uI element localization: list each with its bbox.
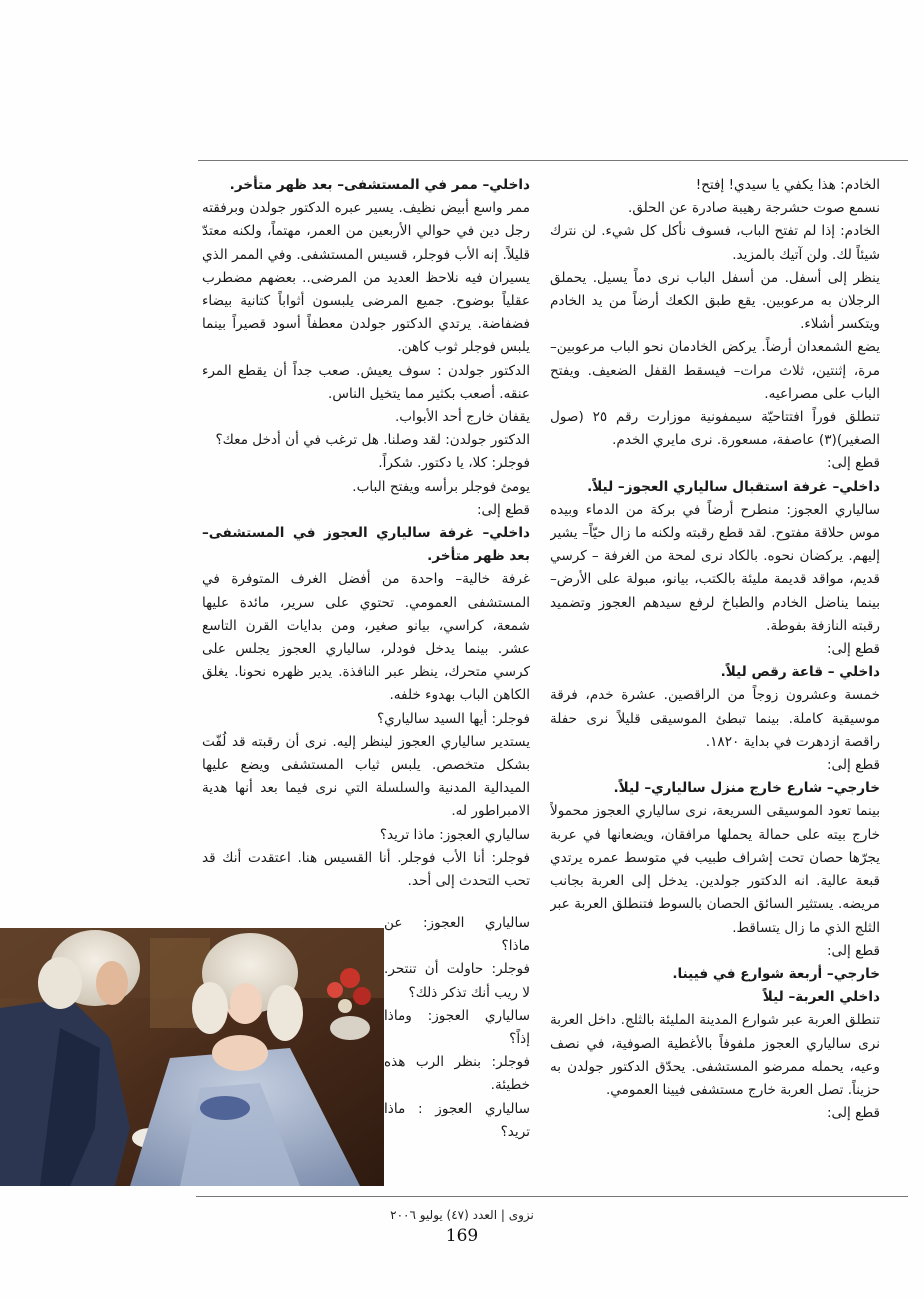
paragraph: بينما تعود الموسيقى السريعة، نرى سالياري العجوز محمولاً خارج بيته على حمالة يحملها مرافقان، ويضعانها في عربة يجرّها حصان تحت إشراف طبيب في متوسط عمره يرتدي قبعة عالية. انه الدكتور جولدين. يدخل إلى العربة بجانب مريضه. يستثير السائق الحصان بالسوط فتنطلق العربة عبر الثلج الذي ما زال يتساقط.	[550, 803, 880, 936]
paragraph: فوجلر: بنظر الرب هذه خطيئة.	[384, 1054, 530, 1094]
paragraph: فوجلر: حاولت أن تنتحر. لا ريب أنك تذكر ذلك؟	[384, 961, 530, 1001]
paragraph: قطع إلى:	[826, 757, 880, 774]
paragraph: قطع إلى:	[826, 1105, 880, 1122]
scene-heading: خارجي– شارع خارج منزل سالياري– ليلاً.	[613, 780, 880, 797]
paragraph: قطع إلى:	[826, 641, 880, 658]
paragraph: قطع إلى:	[826, 942, 880, 959]
paragraph: فوجلر: أيها السيد سالياري؟	[376, 710, 530, 727]
paragraph: الدكتور جولدن: لقد وصلنا. هل ترغب في أن أدخل معك؟	[215, 432, 530, 449]
paragraph: غرفة خالية– واحدة من أفضل الغرف المتوفرة في المستشفى العمومي. تحتوي على سرير، مائدة عليها شمعة، كراسي، بيانو صغير، ومن بدايات القرن التاسع عشر. بينما يدخل فودلر، سالياري العجوز يجلس على كرسي متحرك، ينظر عبر النافذة. يدير ظهره نحونا. يغلق الكاهن الباب بهدوء خلفه.	[202, 571, 530, 704]
paragraph: تنطلق فوراً افتتاحيّة سيمفونية موزارت رقم ٢٥ (صول الصغير)(٣) عاصفة، مسعورة. نرى مايري الخدم.	[550, 409, 880, 449]
left-text-column	[202, 174, 530, 914]
paragraph: سالياري العجوز: ماذا تريد؟	[379, 826, 530, 843]
top-rule	[198, 160, 908, 161]
paragraph: ممر واسع أبيض نظيف. يسير عبره الدكتور جولدن وبرفقته رجل دين في حوالي الأربعين من العمر، مهتماً، ولكنه معتدّ قليلاً. إنه الأب فوجلر، قسيس المستشفى. وفي الممر الذي يسيران فيه نلاحظ العديد من المرضى.. بعضهم مضطرب عقلياً بوضوح. جميع المرضى يلبسون أثواباً كتانية بيضاء فضفاضة. يرتدي الدكتور جولدن معطفاً أسود قصيراً بينما يلبس فوجلر ثوب كاهن.	[202, 200, 530, 356]
paragraph: يستدير سالياري العجوز لينظر إليه. نرى أن رقبته قد لُفّت بشكل متخصص. يلبس ثياب المستشفى ويضع عليها الميدالية المدنية والسلسلة التي نرى فيما بعد أنها هدية الامبراطور له.	[202, 733, 530, 820]
paragraph: قطع إلى:	[476, 501, 530, 518]
paragraph: يقفان خارج أحد الأبواب.	[394, 409, 530, 426]
scene-heading: داخلي – قاعة رقص ليلاً.	[720, 664, 880, 681]
scene-heading: داخلي– ممر في المستشفى– بعد ظهر متأخر.	[229, 177, 530, 193]
paragraph: سالياري العجوز: وماذا إذاً؟	[384, 1007, 530, 1048]
film-still-photo	[0, 928, 384, 1186]
paragraph: يومئ فوجلر برأسه ويفتح الباب.	[352, 478, 530, 495]
paragraph: سالياري العجوز : ماذا تريد؟	[384, 1100, 530, 1140]
page-number: 169	[445, 1226, 479, 1246]
paragraph: تنطلق العربة عبر شوارع المدينة المليئة بالثلج. داخل العربة نرى سالياري العجوز ملفوفاً بالأغطية الصوفية، في نصف وعيه، يحمله ممرضو المستشفى. يحدّق الدكتور جولدن به حزيناً. تصل العربة خارج مستشفى فيينا العمومي.	[550, 1012, 880, 1098]
paragraph: قطع إلى:	[826, 455, 880, 472]
paragraph: خمسة وعشرون زوجاً من الراقصين. عشرة خدم، فرقة موسيقية كاملة. بينما تبطئ الموسيقى قليلاً نرى حفلة راقصة ازدهرت في بداية ١٨٢٠.	[550, 687, 880, 750]
paragraph: الدكتور جولدن : سوف يعيش. صعب جداً أن يقطع المرء عنقه. أصعب بكثير مما يتخيل الناس.	[202, 362, 530, 402]
scene-heading: داخلي– غرفة سالياري العجوز في المستشفى– بعد ظهر متأخر.	[202, 525, 530, 565]
scene-heading: خارجي– أربعة شوارع في فيينا.	[672, 965, 880, 982]
paragraph: الخادم: إذا لم تفتح الباب، فسوف نأكل كل شيء. لن نترك شيئاً لك. ولن آتيك بالمزيد.	[550, 223, 880, 263]
bottom-rule	[196, 1196, 908, 1197]
scene-heading: داخلي– غرفة استقبال سالياري العجوز– ليلاً.	[587, 478, 880, 495]
paragraph: سالياري العجوز: عن ماذا؟	[384, 915, 530, 955]
paragraph: يضع الشمعدان أرضاً. يركض الخادمان نحو الباب مرعوبين– مرة، إثنتين، ثلاث مرات– فيسقط القفل الضعيف. ويفتح الباب على مصراعيه.	[550, 339, 880, 402]
journal-issue-line: نزوى | العدد (٤٧) يوليو ٢٠٠٦	[390, 1208, 534, 1222]
paragraph: الخادم: هذا يكفي يا سيدي! إفتح!	[695, 177, 880, 193]
paragraph: فوجلر: أنا الأب فوجلر. أنا القسيس هنا. اعتقدت أنك قد تحب التحدث إلى أحد.	[202, 849, 530, 890]
narrow-text-column	[384, 912, 530, 1188]
paragraph: سالياري العجوز: منطرح أرضاً في بركة من الدماء وبيده موس حلاقة مفتوح. لقد قطع رقبته ولكنه ما زال حيّاً– يشير إليهم. يركضان نحوه. بالكاد نرى لمحة من الغرفة – كرسي قديم، مواقد قديمة مليئة بالكتب، بيانو، مبولة على الأرض– بينما يناضل الخادم والطباخ لرفع سيدهم العجوز وتضميد رقبته النازفة بفوطة.	[550, 501, 880, 634]
film-still-illustration	[0, 928, 384, 1186]
paragraph: نسمع صوت حشرجة رهيبة صادرة عن الحلق.	[628, 200, 880, 217]
paragraph: ينظر إلى أسفل. من أسفل الباب نرى دماً يسيل. يحملق الرجلان به مرعوبين. يقع طبق الكعك أرضاً من يد الخادم ويتكسر أشلاء.	[550, 269, 880, 333]
paragraph: فوجلر: كلا، يا دكتور. شكراً.	[378, 455, 530, 472]
scene-heading: داخلي العربة– ليلاً	[762, 989, 880, 1006]
right-text-column	[550, 174, 880, 1190]
